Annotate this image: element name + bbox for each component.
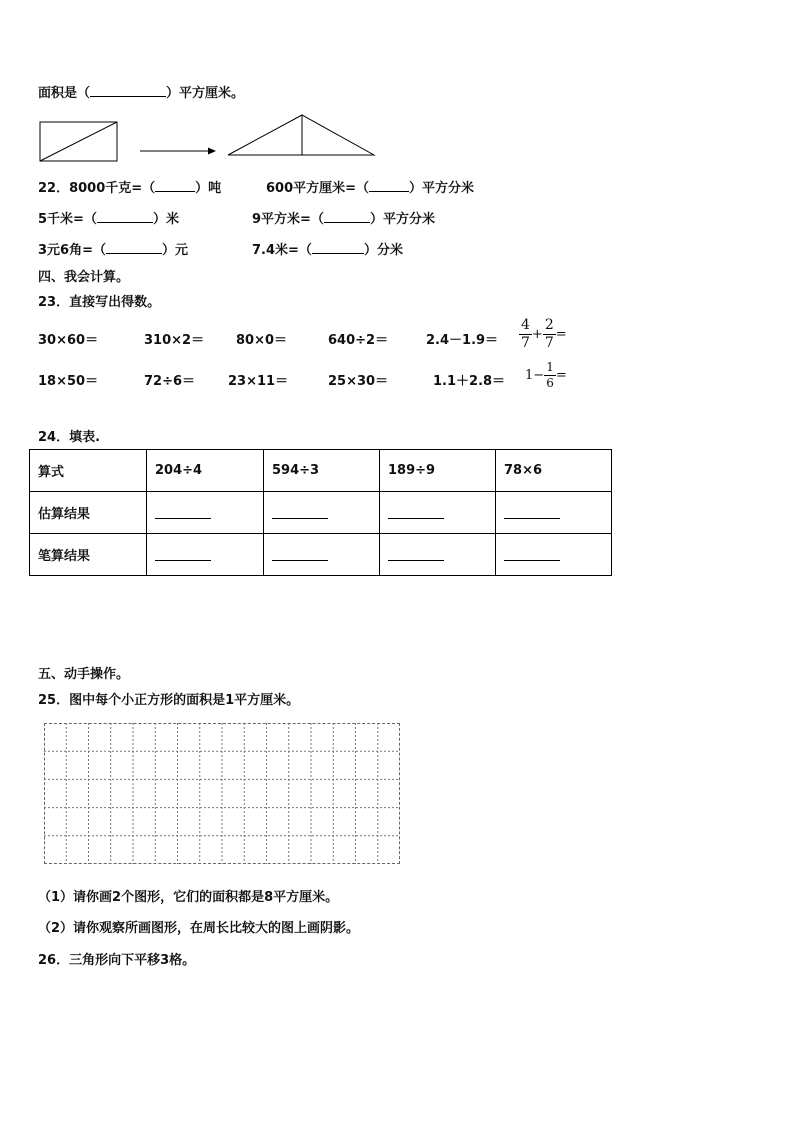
numerator: 2 [544,317,554,333]
answer-blank[interactable] [272,510,328,519]
answer-blank[interactable] [272,552,328,561]
answer-cell[interactable] [147,492,264,534]
answer-cell[interactable] [264,534,380,576]
fraction [519,317,532,352]
row-label: 估算结果 [30,492,147,534]
answer-blank[interactable] [106,241,162,254]
section-4-heading: 四、我会计算。 [38,270,130,285]
equals-sign: = [555,368,567,383]
answer-blank[interactable] [504,552,560,561]
fraction-sum-expression [519,317,567,352]
q24-title: 24．填表. [38,430,101,445]
table-header-cell: 算式 [30,450,147,492]
q23-title: 23．直接写出得数。 [38,295,161,310]
square-grid[interactable] [44,723,400,864]
calc-item: 25×30＝ [328,374,389,389]
answer-cell[interactable] [496,534,612,576]
calc-item: 18×50＝ [38,374,99,389]
arrowhead-icon [208,148,216,155]
answer-blank[interactable] [388,552,444,561]
plus-sign: + [531,327,543,342]
calc-item: 80×0＝ [236,333,288,348]
q22-row1-item2 [266,177,474,196]
numerator: 4 [521,317,530,333]
table-header-cell: 189÷9 [380,450,496,492]
answer-blank[interactable] [388,510,444,519]
fraction-difference-expression [525,360,567,391]
denominator: 7 [521,335,530,351]
answer-blank[interactable] [324,210,370,223]
q22-row1-item1 [38,177,221,196]
fraction [543,317,556,352]
q22-item-suffix: ）分米 [363,243,403,258]
q26-title: 26．三角形向下平移3格。 [38,953,196,968]
q22-item-suffix: ）元 [161,243,188,258]
answer-blank[interactable] [90,84,166,97]
triangle-shape [228,115,374,155]
area-question-prefix: 面积是（ [38,86,91,101]
answer-blank[interactable] [155,510,211,519]
q25-sub2: （2）请你观察所画图形，在周长比较大的图上画阴影。 [38,921,360,936]
answer-blank[interactable] [97,210,153,223]
q22-item-prefix: 5千米=（ [38,212,97,227]
rectangle-diagonal [40,122,117,161]
calc-item: 310×2＝ [144,333,205,348]
table-row [30,534,612,576]
q22-item-prefix: 600平方厘米=（ [266,181,370,196]
q22-item-prefix: 9平方米=（ [252,212,324,227]
equals-sign: = [555,327,567,342]
area-question-suffix: ）平方厘米。 [166,86,245,101]
q22-row3-item1 [38,239,188,258]
q22-item-prefix: 22．8000千克=（ [38,181,156,196]
numerator: 1 [546,360,554,374]
q25-sub1: （1）请你画2个图形，它们的面积都是8平方厘米。 [38,890,339,905]
answer-blank[interactable] [155,179,195,192]
answer-cell[interactable] [496,492,612,534]
q22-row2-item1 [38,208,179,227]
answer-blank[interactable] [504,510,560,519]
section-5-heading: 五、动手操作。 [38,667,130,682]
table-header-cell: 204÷4 [147,450,264,492]
answer-cell[interactable] [380,534,496,576]
q22-item-suffix: ）吨 [195,181,222,196]
q22-row3-item2 [252,239,403,258]
q22-item-suffix: ）平方分米 [409,181,475,196]
q22-item-prefix: 3元6角=（ [38,243,106,258]
answer-cell[interactable] [380,492,496,534]
answer-blank[interactable] [312,241,364,254]
row-label: 笔算结果 [30,534,147,576]
grid-lines [44,723,400,864]
table-header-cell: 78×6 [496,450,612,492]
denominator: 6 [546,376,554,390]
answer-cell[interactable] [264,492,380,534]
area-question-line [38,82,244,101]
shape-transform-figure [38,113,378,165]
calc-item: 1.1＋2.8＝ [433,374,506,389]
fraction [544,360,556,391]
q22-item-prefix: 7.4米=（ [252,243,312,258]
answer-blank[interactable] [155,552,211,561]
table-header-row [30,450,612,492]
whole-number: 1 [525,368,534,383]
estimation-table [29,449,612,576]
minus-sign: − [533,368,545,383]
q22-row2-item2 [252,208,435,227]
calc-item: 72÷6＝ [144,374,196,389]
q22-item-suffix: ）米 [152,212,179,227]
calc-item: 30×60＝ [38,333,99,348]
table-row [30,492,612,534]
calc-item: 640÷2＝ [328,333,389,348]
calc-item: 23×11＝ [228,374,289,389]
table-header-cell: 594÷3 [264,450,380,492]
calc-item: 2.4－1.9＝ [426,333,499,348]
answer-cell[interactable] [147,534,264,576]
answer-blank[interactable] [369,179,409,192]
q25-title: 25．图中每个小正方形的面积是1平方厘米。 [38,693,300,708]
denominator: 7 [544,335,554,351]
q22-item-suffix: ）平方分米 [369,212,435,227]
